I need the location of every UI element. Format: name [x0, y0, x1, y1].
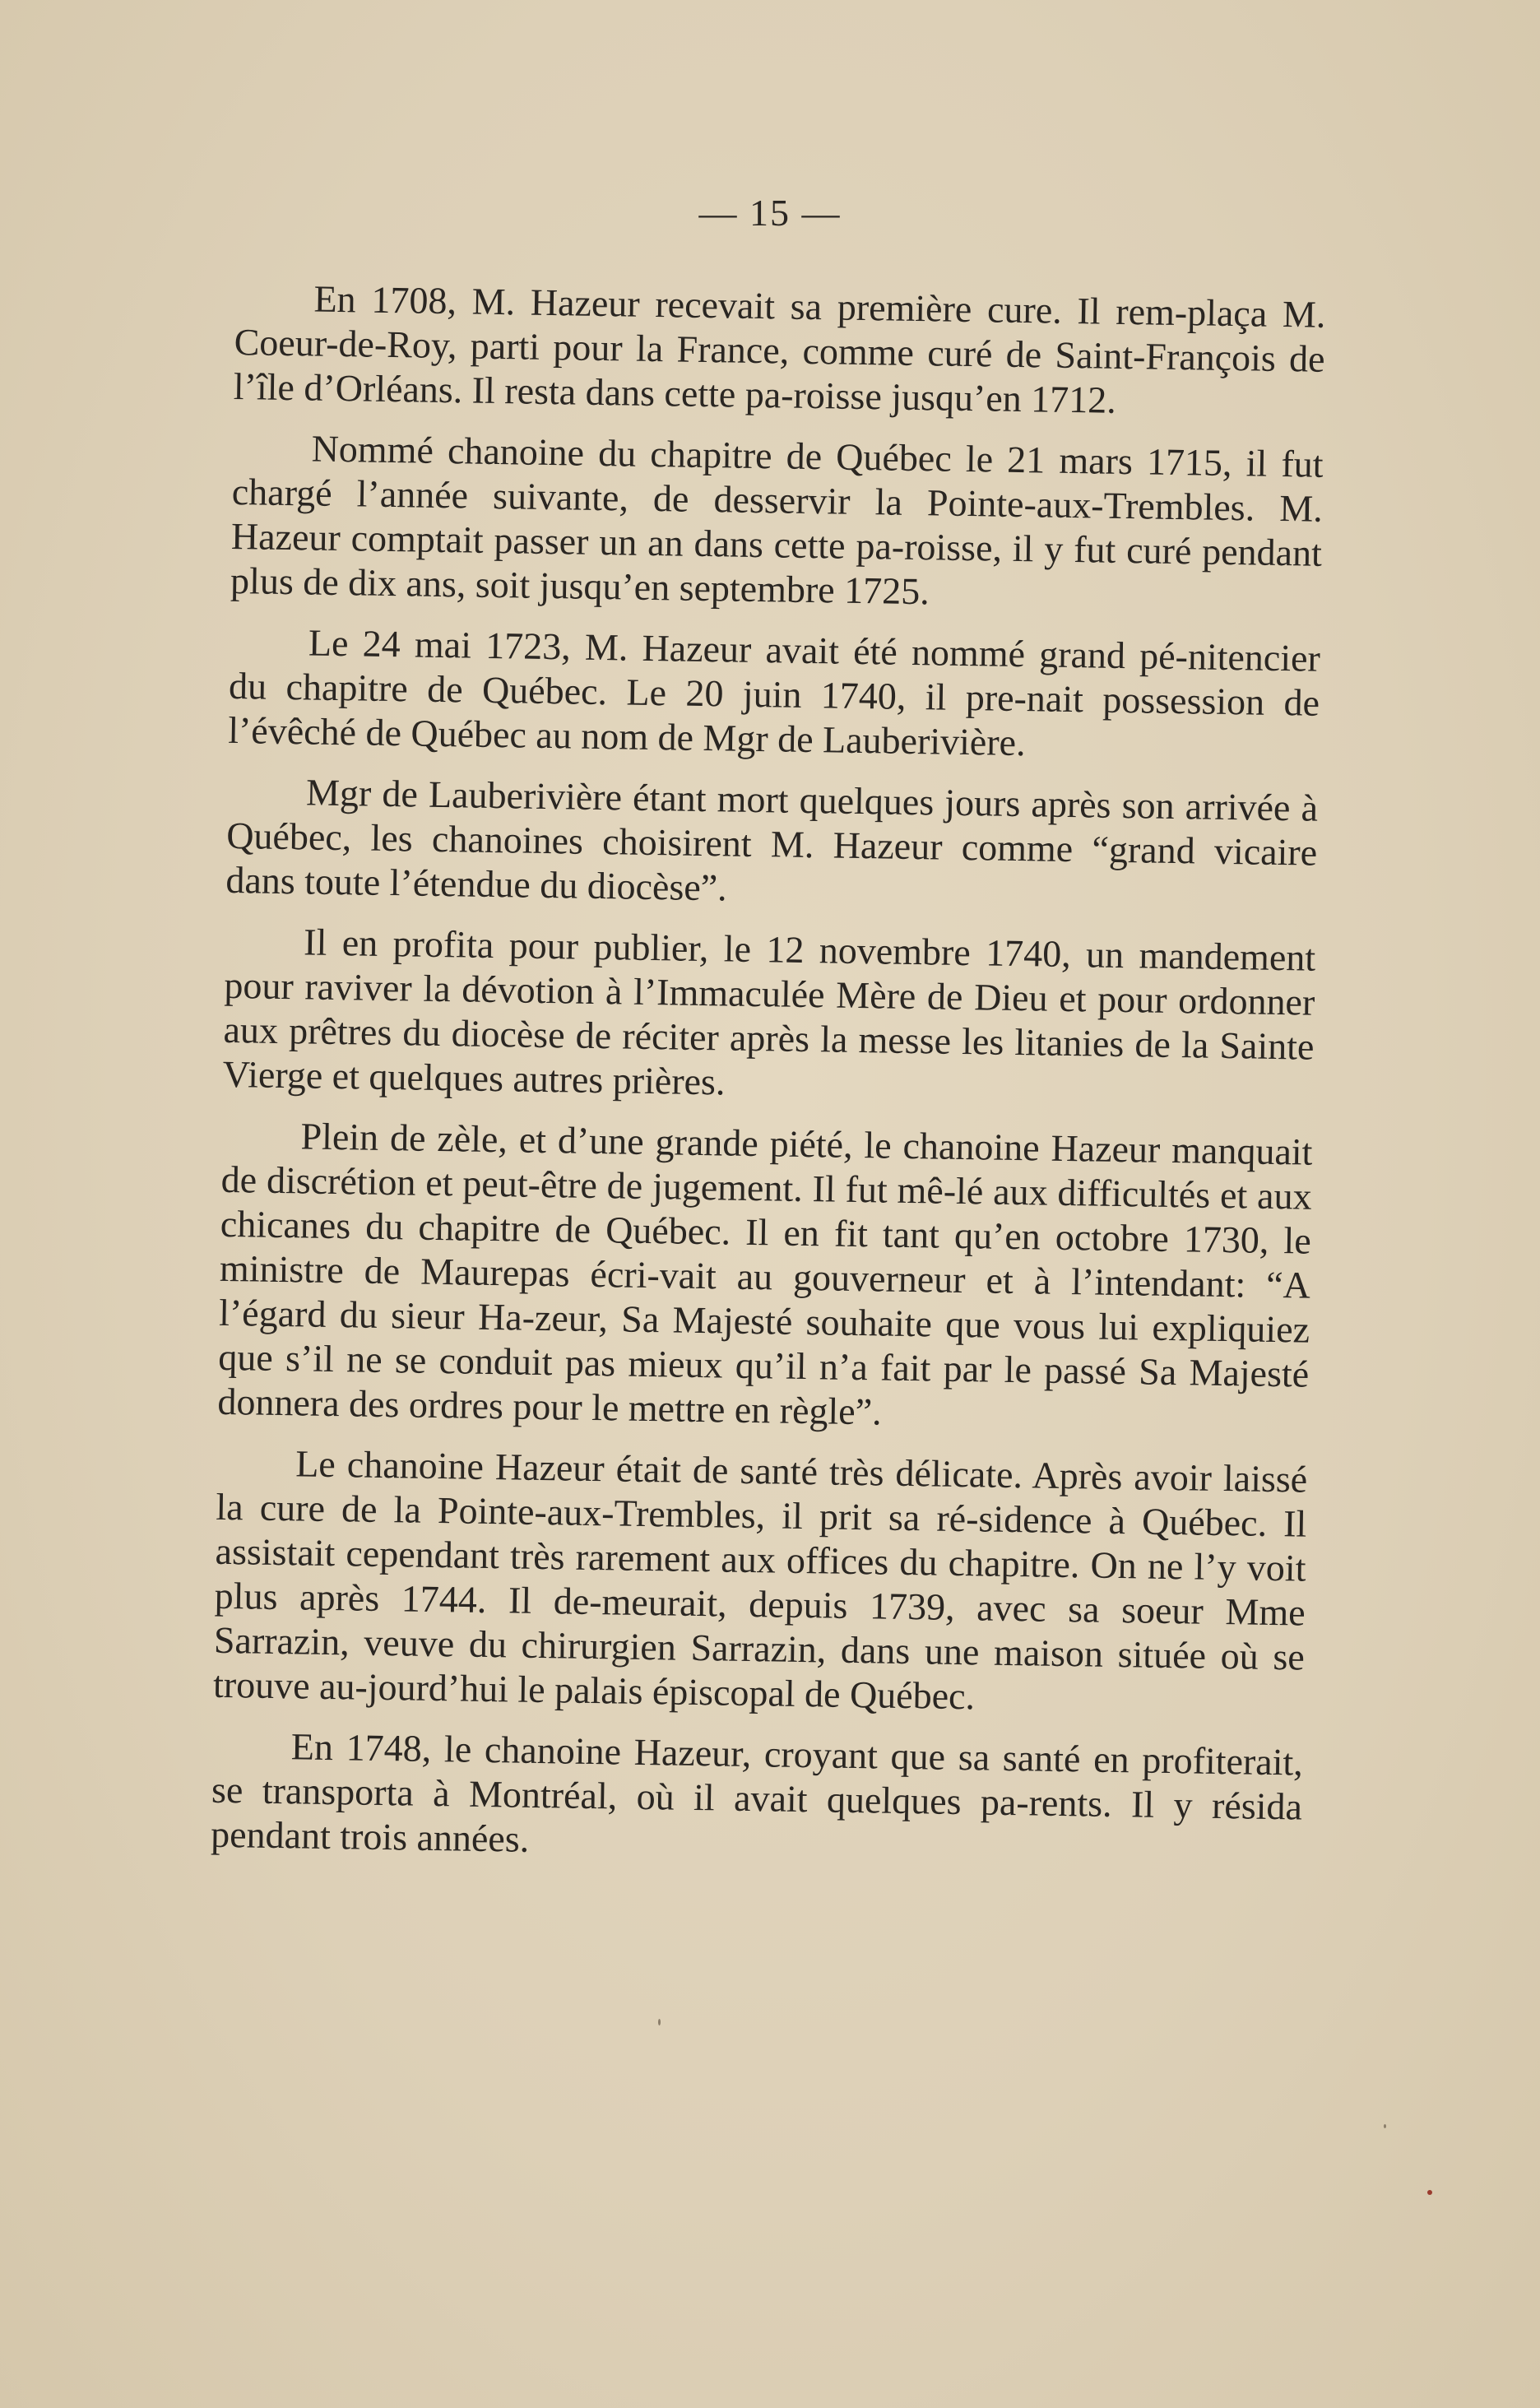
paragraph-7: Le chanoine Hazeur était de santé très délicate. Après avoir laissé la cure de la Pointe-aux-Trembles, il prit sa ré-sidence à Québec. Il assistait cependant très rarement aux offices du chapitre. On ne l’y voit plus après 1744. Il de-meurait, depuis 1739, avec sa soeur Mme Sarrazin, veuve du chirurgien Sarrazin, dans une maison située où se trouve au-jourd’hui le palais épiscopal de Québec. — [212, 1442, 1308, 1718]
body-text — [210, 276, 1325, 1891]
paper-speck — [1384, 2124, 1386, 2128]
paragraph-2: Nommé chanoine du chapitre de Québec le 21 mars 1715, il fut chargé l’année suivante, de desservir la Pointe-aux-Trembles. M. Hazeur comptait passer un an dans cette pa-roisse, il y fut curé pendant plus de dix ans, soit jusqu’en septembre 1725. — [230, 427, 1324, 613]
paragraph-3: Le 24 mai 1723, M. Hazeur avait été nommé grand pé-nitencier du chapitre de Québec. Le 20 juin 1740, il pre-nait possession de l’évêché de Québec au nom de Mgr de Lauberivière. — [227, 621, 1321, 764]
paper-speck — [658, 2019, 661, 2025]
paragraph-5: Il en profita pour publier, le 12 novembre 1740, un mandement pour raviver la dévotion à l’Immaculée Mère de Dieu et pour ordonner aux prêtres du diocèse de réciter après la messe les litanies de la Sainte Vierge et quelques autres prières. — [222, 921, 1316, 1103]
page-number: — 15 — — [698, 192, 842, 234]
paragraph-4: Mgr de Lauberivière étant mort quelques jours après son arrivée à Québec, les chanoines choisirent M. Hazeur comme “grand vicaire dans toute l’étendue du diocèse”. — [225, 771, 1319, 909]
paragraph-1: En 1708, M. Hazeur recevait sa première cure. Il rem-plaça M. Coeur-de-Roy, parti pour la France, comme curé de Saint-François de l’île d’Orléans. Il resta dans cette pa-roisse jusqu’en 1712. — [233, 277, 1326, 421]
paragraph-8: En 1748, le chanoine Hazeur, croyant que sa santé en profiterait, se transporta à Montréal, où il avait quelques pa-rents. Il y résida pendant trois années. — [210, 1725, 1304, 1860]
paragraph-6: Plein de zèle, et d’une grande piété, le chanoine Hazeur manquait de discrétion et peut-être de jugement. Il fut mê-lé aux difficultés et aux chicanes du chapitre de Québec. Il en fit tant qu’en octobre 1730, le ministre de Maurepas écri-vait au gouverneur et à l’intendant: “A l’égard du sieur Ha-zeur, Sa Majesté souhaite que vous lui expliquiez que s’il ne se conduit pas mieux qu’il n’a fait par le passé Sa Majesté donnera des ordres pour le mettre en règle”. — [217, 1115, 1313, 1433]
paper-speck — [1427, 2190, 1432, 2195]
